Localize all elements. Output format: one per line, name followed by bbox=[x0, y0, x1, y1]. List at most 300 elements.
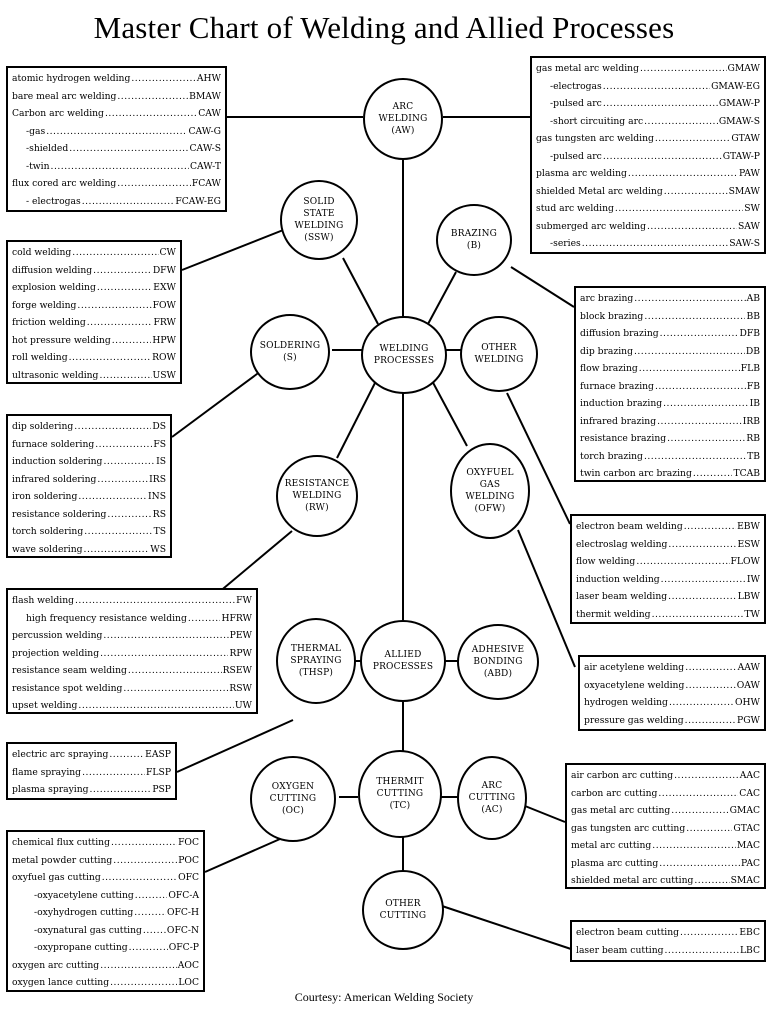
leader-dots bbox=[46, 123, 187, 141]
process-name: gas metal arc welding bbox=[536, 63, 639, 74]
leader-dots bbox=[111, 834, 177, 852]
process-abbreviation: SMAC bbox=[730, 875, 760, 886]
leader-dots bbox=[634, 343, 745, 361]
leader-dots bbox=[661, 571, 746, 589]
process-name: torch brazing bbox=[580, 450, 643, 462]
leader-dots bbox=[644, 448, 746, 466]
process-abbreviation: EXW bbox=[153, 282, 176, 293]
leader-dots bbox=[117, 88, 188, 106]
list-item bbox=[536, 200, 760, 218]
leader-dots bbox=[188, 610, 221, 628]
box-oxyfuel-gas-welding bbox=[578, 655, 766, 731]
leader-dots bbox=[634, 290, 745, 308]
list-item bbox=[536, 218, 760, 236]
list-item bbox=[12, 349, 176, 367]
process-name: -oxypropane cutting bbox=[34, 942, 128, 953]
leader-dots bbox=[665, 942, 739, 960]
process-name: -oxyhydrogen cutting bbox=[34, 907, 134, 918]
process-abbreviation: POC bbox=[178, 854, 199, 866]
list-item bbox=[536, 165, 760, 183]
node-allied-processes: ALLIED PROCESSES bbox=[360, 620, 446, 702]
node-other-cutting: OTHER CUTTING bbox=[362, 870, 444, 950]
list-item bbox=[12, 680, 252, 698]
process-abbreviation: FB bbox=[746, 380, 760, 392]
leader-dots bbox=[685, 677, 735, 695]
list-item bbox=[571, 820, 760, 838]
process-name: resistance seam welding bbox=[12, 665, 127, 676]
list-item bbox=[12, 541, 166, 559]
process-name: forge welding bbox=[12, 299, 77, 311]
leader-dots bbox=[112, 332, 152, 350]
process-name: carbon arc cutting bbox=[571, 787, 658, 799]
list-item bbox=[12, 70, 221, 88]
leader-dots bbox=[658, 785, 738, 803]
process-name: shielded metal arc cutting bbox=[571, 875, 694, 886]
list-item bbox=[576, 942, 760, 960]
process-name: flame spraying bbox=[12, 766, 82, 778]
process-abbreviation: INS bbox=[148, 491, 166, 502]
process-name: hot pressure welding bbox=[12, 334, 111, 346]
list-item bbox=[576, 518, 760, 536]
process-abbreviation: PSP bbox=[152, 784, 171, 795]
leader-dots bbox=[693, 465, 733, 483]
process-abbreviation: FLSP bbox=[146, 766, 171, 778]
leader-dots bbox=[129, 939, 168, 957]
process-name: gas tungsten arc welding bbox=[536, 133, 654, 144]
list-item bbox=[12, 332, 176, 350]
process-abbreviation: FS bbox=[153, 438, 166, 450]
list-item bbox=[12, 852, 199, 870]
process-abbreviation: CAC bbox=[739, 787, 760, 799]
list-item bbox=[536, 148, 760, 166]
leader-dots bbox=[113, 852, 177, 870]
leader-dots bbox=[655, 378, 746, 396]
process-abbreviation: EBW bbox=[737, 521, 760, 532]
process-abbreviation: CW bbox=[159, 247, 176, 258]
list-item bbox=[580, 413, 760, 431]
process-name: -oxynatural gas cutting bbox=[34, 924, 142, 936]
list-item bbox=[571, 872, 760, 890]
page-title: Master Chart of Welding and Allied Processes bbox=[93, 10, 675, 45]
process-abbreviation: AAW bbox=[737, 662, 760, 673]
leader-dots bbox=[684, 518, 736, 536]
leader-dots bbox=[652, 606, 744, 624]
process-name: oxygen arc cutting bbox=[12, 959, 100, 971]
process-name: plasma spraying bbox=[12, 784, 89, 795]
list-item bbox=[536, 113, 760, 131]
leader-dots bbox=[603, 148, 722, 166]
process-name: infrared soldering bbox=[12, 473, 97, 485]
process-name: stud arc welding bbox=[536, 203, 614, 214]
list-item bbox=[584, 712, 760, 730]
list-item bbox=[12, 887, 199, 905]
courtesy-credit: Courtesy: American Welding Society bbox=[294, 990, 474, 1004]
process-name: flash welding bbox=[12, 595, 75, 606]
process-abbreviation: ROW bbox=[152, 352, 176, 363]
process-abbreviation: OFC-N bbox=[166, 924, 199, 936]
process-name: projection welding bbox=[12, 647, 100, 659]
box-thermal-spraying bbox=[6, 742, 177, 800]
list-item bbox=[12, 974, 199, 992]
leader-dots bbox=[69, 349, 152, 367]
leader-dots bbox=[663, 395, 748, 413]
process-name: electric arc spraying bbox=[12, 749, 109, 760]
node-brazing: BRAZING (B) bbox=[436, 204, 512, 276]
list-item bbox=[576, 924, 760, 942]
process-abbreviation: FCAW bbox=[191, 178, 221, 189]
process-abbreviation: RS bbox=[152, 508, 166, 520]
list-item bbox=[12, 297, 176, 315]
process-name: flow brazing bbox=[580, 363, 638, 374]
process-abbreviation: LBW bbox=[737, 591, 760, 602]
box-oxygen-cutting bbox=[6, 830, 205, 992]
list-item bbox=[12, 105, 221, 123]
list-item bbox=[571, 802, 760, 820]
process-name: friction welding bbox=[12, 317, 86, 328]
leader-dots bbox=[664, 183, 728, 201]
process-abbreviation: FOC bbox=[178, 837, 199, 848]
leader-dots bbox=[107, 506, 151, 524]
leader-dots bbox=[667, 430, 745, 448]
list-item bbox=[12, 523, 166, 541]
node-resistance-welding: RESISTANCE WELDING (RW) bbox=[276, 455, 358, 537]
process-name: -electrogas bbox=[550, 80, 602, 92]
leader-dots bbox=[103, 627, 228, 645]
box-brazing bbox=[574, 286, 766, 482]
leader-dots bbox=[603, 95, 718, 113]
leader-dots bbox=[669, 694, 734, 712]
process-abbreviation: FLOW bbox=[730, 556, 760, 567]
process-abbreviation: BMAW bbox=[189, 90, 221, 102]
process-abbreviation: FLB bbox=[740, 363, 760, 374]
process-abbreviation: SMAW bbox=[728, 185, 760, 197]
process-abbreviation: GMAW bbox=[727, 63, 760, 74]
list-item bbox=[580, 308, 760, 326]
list-item bbox=[571, 785, 760, 803]
process-abbreviation: OFC-P bbox=[168, 942, 199, 953]
leader-dots bbox=[135, 887, 168, 905]
list-item bbox=[536, 130, 760, 148]
box-arc-welding-left bbox=[6, 66, 227, 212]
leader-dots bbox=[87, 314, 153, 332]
list-item bbox=[12, 488, 166, 506]
list-item bbox=[12, 436, 166, 454]
process-name: shielded Metal arc welding bbox=[536, 185, 663, 197]
process-name: infrared brazing bbox=[580, 415, 657, 427]
leader-dots bbox=[143, 922, 166, 940]
process-name: -gas bbox=[26, 125, 46, 137]
leader-dots bbox=[78, 488, 147, 506]
process-name: -shielded bbox=[26, 143, 69, 154]
leader-dots bbox=[131, 70, 196, 88]
process-name: electron beam welding bbox=[576, 521, 683, 532]
leader-dots bbox=[72, 244, 158, 262]
leader-dots bbox=[77, 297, 151, 315]
process-abbreviation: PAC bbox=[740, 857, 760, 869]
leader-dots bbox=[95, 436, 152, 454]
list-item bbox=[12, 922, 199, 940]
list-item bbox=[536, 78, 760, 96]
process-name: dip soldering bbox=[12, 421, 74, 432]
process-name: induction brazing bbox=[580, 398, 663, 409]
process-name: furnace brazing bbox=[580, 380, 654, 392]
node-arc-cutting: ARC CUTTING (AC) bbox=[457, 756, 527, 840]
process-abbreviation: EASP bbox=[145, 749, 171, 760]
leader-dots bbox=[640, 60, 727, 78]
process-name: electroslag welding bbox=[576, 538, 668, 550]
process-abbreviation: IRS bbox=[149, 473, 166, 485]
list-item bbox=[12, 367, 176, 385]
leader-dots bbox=[97, 471, 148, 489]
process-abbreviation: AB bbox=[746, 293, 760, 304]
process-name: thermit welding bbox=[576, 608, 651, 620]
process-abbreviation: PGW bbox=[737, 714, 760, 726]
process-abbreviation: PEW bbox=[229, 630, 252, 641]
list-item bbox=[584, 677, 760, 695]
box-arc-cutting bbox=[565, 763, 766, 889]
list-item bbox=[12, 764, 171, 782]
node-adhesive-bonding: ADHESIVE BONDING (ABD) bbox=[457, 624, 539, 700]
process-name: -series bbox=[550, 238, 581, 249]
process-name: induction welding bbox=[576, 573, 660, 585]
node-thermal-spraying: THERMAL SPRAYING (THSP) bbox=[276, 618, 356, 704]
node-welding-processes: WELDING PROCESSES bbox=[361, 316, 447, 394]
node-other-welding: OTHER WELDING bbox=[460, 316, 538, 392]
process-name: plasma arc cutting bbox=[571, 857, 659, 869]
list-item bbox=[580, 448, 760, 466]
list-item bbox=[576, 588, 760, 606]
list-item bbox=[12, 904, 199, 922]
process-name: furnace soldering bbox=[12, 438, 95, 450]
list-item bbox=[536, 95, 760, 113]
process-abbreviation: FRW bbox=[153, 317, 176, 328]
process-name: dip brazing bbox=[580, 345, 633, 357]
process-name: submerged arc welding bbox=[536, 220, 646, 232]
process-name: metal powder cutting bbox=[12, 854, 113, 866]
process-abbreviation: AHW bbox=[196, 73, 221, 84]
leader-dots bbox=[660, 325, 739, 343]
process-name: -pulsed arc bbox=[550, 98, 602, 109]
list-item bbox=[12, 193, 221, 211]
process-name: plasma arc welding bbox=[536, 168, 627, 179]
process-name: percussion welding bbox=[12, 630, 103, 641]
list-item bbox=[12, 88, 221, 106]
list-item bbox=[571, 855, 760, 873]
process-abbreviation: IS bbox=[156, 456, 166, 467]
process-abbreviation: AAC bbox=[739, 770, 760, 781]
leader-dots bbox=[685, 712, 736, 730]
process-abbreviation: CAW-S bbox=[189, 143, 221, 154]
list-item bbox=[580, 378, 760, 396]
leader-dots bbox=[99, 367, 151, 385]
list-item bbox=[584, 659, 760, 677]
process-abbreviation: CAW-G bbox=[188, 125, 221, 137]
process-name: diffusion brazing bbox=[580, 328, 659, 339]
process-abbreviation: HFRW bbox=[221, 612, 252, 624]
process-abbreviation: OFC-H bbox=[166, 907, 199, 918]
leader-dots bbox=[128, 662, 222, 680]
process-abbreviation: FOW bbox=[152, 299, 176, 311]
leader-dots bbox=[97, 279, 152, 297]
process-name: arc brazing bbox=[580, 293, 634, 304]
process-abbreviation: PAW bbox=[738, 168, 760, 179]
list-item bbox=[12, 610, 252, 628]
node-soldering: SOLDERING (S) bbox=[250, 314, 330, 390]
process-name: -pulsed arc bbox=[550, 150, 602, 162]
leader-dots bbox=[636, 553, 729, 571]
process-abbreviation: LBC bbox=[739, 944, 760, 956]
process-abbreviation: TW bbox=[744, 608, 760, 620]
leader-dots bbox=[644, 308, 745, 326]
process-abbreviation: GMAW-S bbox=[718, 115, 760, 127]
leader-dots bbox=[134, 904, 166, 922]
leader-dots bbox=[652, 837, 736, 855]
process-abbreviation: IB bbox=[749, 398, 760, 409]
process-name: - electrogas bbox=[26, 195, 81, 207]
process-abbreviation: OFC bbox=[178, 872, 199, 883]
list-item bbox=[12, 627, 252, 645]
process-abbreviation: UW bbox=[234, 700, 252, 711]
process-abbreviation: MAC bbox=[736, 840, 760, 851]
process-name: Carbon arc welding bbox=[12, 108, 104, 119]
leader-dots bbox=[110, 974, 177, 992]
process-abbreviation: IRB bbox=[742, 415, 760, 427]
process-abbreviation: OFC-A bbox=[168, 889, 199, 901]
list-item bbox=[12, 662, 252, 680]
process-abbreviation: DS bbox=[152, 421, 166, 432]
process-abbreviation: EBC bbox=[739, 927, 760, 938]
leader-dots bbox=[655, 130, 730, 148]
leader-dots bbox=[644, 113, 718, 131]
process-name: gas metal arc cutting bbox=[571, 805, 671, 816]
process-name: metal arc cutting bbox=[571, 840, 652, 851]
leader-dots bbox=[84, 541, 150, 559]
process-abbreviation: CAW bbox=[198, 108, 221, 119]
leader-dots bbox=[680, 924, 738, 942]
leader-dots bbox=[123, 680, 228, 698]
process-name: iron soldering bbox=[12, 491, 78, 502]
list-item bbox=[576, 606, 760, 624]
leader-dots bbox=[657, 413, 742, 431]
process-name: ultrasonic welding bbox=[12, 369, 99, 381]
leader-dots bbox=[615, 200, 743, 218]
list-item bbox=[12, 869, 199, 887]
leader-dots bbox=[84, 523, 152, 541]
leader-dots bbox=[100, 957, 177, 975]
leader-dots bbox=[69, 140, 188, 158]
list-item bbox=[576, 571, 760, 589]
list-item bbox=[580, 430, 760, 448]
process-abbreviation: AOC bbox=[177, 959, 199, 971]
process-abbreviation: DFW bbox=[152, 264, 176, 276]
leader-dots bbox=[117, 175, 191, 193]
box-solid-state-welding bbox=[6, 240, 182, 384]
leader-dots bbox=[582, 235, 729, 253]
list-item bbox=[12, 697, 252, 715]
leader-dots bbox=[685, 659, 736, 677]
list-item bbox=[536, 60, 760, 78]
leader-dots bbox=[90, 781, 152, 799]
process-name: explosion welding bbox=[12, 282, 96, 293]
leader-dots bbox=[668, 536, 736, 554]
leader-dots bbox=[686, 820, 732, 838]
leader-dots bbox=[93, 262, 152, 280]
list-item bbox=[12, 506, 166, 524]
process-abbreviation: IW bbox=[746, 573, 760, 585]
leader-dots bbox=[100, 645, 228, 663]
list-item bbox=[12, 592, 252, 610]
list-item bbox=[12, 781, 171, 799]
process-abbreviation: GTAW-P bbox=[722, 150, 760, 162]
process-name: oxygen lance cutting bbox=[12, 977, 110, 988]
process-abbreviation: ESW bbox=[737, 538, 760, 550]
process-name: roll welding bbox=[12, 352, 68, 363]
process-name: flow welding bbox=[576, 556, 636, 567]
list-item bbox=[12, 418, 166, 436]
process-name: flux cored arc welding bbox=[12, 178, 117, 189]
leader-dots bbox=[82, 193, 175, 211]
leader-dots bbox=[668, 588, 737, 606]
box-other-cutting bbox=[570, 920, 766, 962]
process-name: wave soldering bbox=[12, 543, 83, 555]
list-item bbox=[12, 262, 176, 280]
process-name: cold welding bbox=[12, 247, 72, 258]
list-item bbox=[12, 939, 199, 957]
leader-dots bbox=[105, 105, 197, 123]
list-item bbox=[12, 834, 199, 852]
process-name: hydrogen welding bbox=[584, 697, 668, 708]
list-item bbox=[576, 553, 760, 571]
process-name: block brazing bbox=[580, 310, 644, 322]
process-abbreviation: LOC bbox=[178, 977, 199, 988]
leader-dots bbox=[628, 165, 738, 183]
list-item bbox=[536, 235, 760, 253]
process-abbreviation: SAW bbox=[738, 220, 760, 232]
process-name: chemical flux cutting bbox=[12, 837, 110, 848]
list-item bbox=[12, 123, 221, 141]
process-name: air acetylene welding bbox=[584, 662, 685, 673]
list-item bbox=[580, 290, 760, 308]
box-resistance-welding bbox=[6, 588, 258, 714]
list-item bbox=[12, 140, 221, 158]
process-name: electron beam cutting bbox=[576, 927, 680, 938]
leader-dots bbox=[78, 697, 233, 715]
process-name: high frequency resistance welding bbox=[26, 612, 187, 624]
process-name: atomic hydrogen welding bbox=[12, 73, 131, 84]
process-abbreviation: FCAW-EG bbox=[175, 195, 221, 207]
list-item bbox=[12, 746, 171, 764]
process-abbreviation: GMAW-P bbox=[718, 98, 760, 109]
list-item bbox=[571, 767, 760, 785]
process-abbreviation: WS bbox=[150, 543, 166, 555]
list-item bbox=[536, 183, 760, 201]
process-abbreviation: RSW bbox=[229, 682, 252, 694]
process-abbreviation: USW bbox=[152, 369, 176, 381]
list-item bbox=[571, 837, 760, 855]
process-name: induction soldering bbox=[12, 456, 103, 467]
process-abbreviation: DFB bbox=[739, 328, 760, 339]
process-name: oxyacetylene welding bbox=[584, 679, 685, 691]
process-abbreviation: RPW bbox=[229, 647, 252, 659]
list-item bbox=[580, 343, 760, 361]
box-soldering bbox=[6, 414, 172, 558]
list-item bbox=[12, 314, 176, 332]
leader-dots bbox=[659, 855, 740, 873]
process-name: resistance spot welding bbox=[12, 682, 123, 694]
process-abbreviation: RB bbox=[746, 433, 760, 444]
leader-dots bbox=[639, 360, 740, 378]
process-abbreviation: BB bbox=[746, 310, 760, 322]
